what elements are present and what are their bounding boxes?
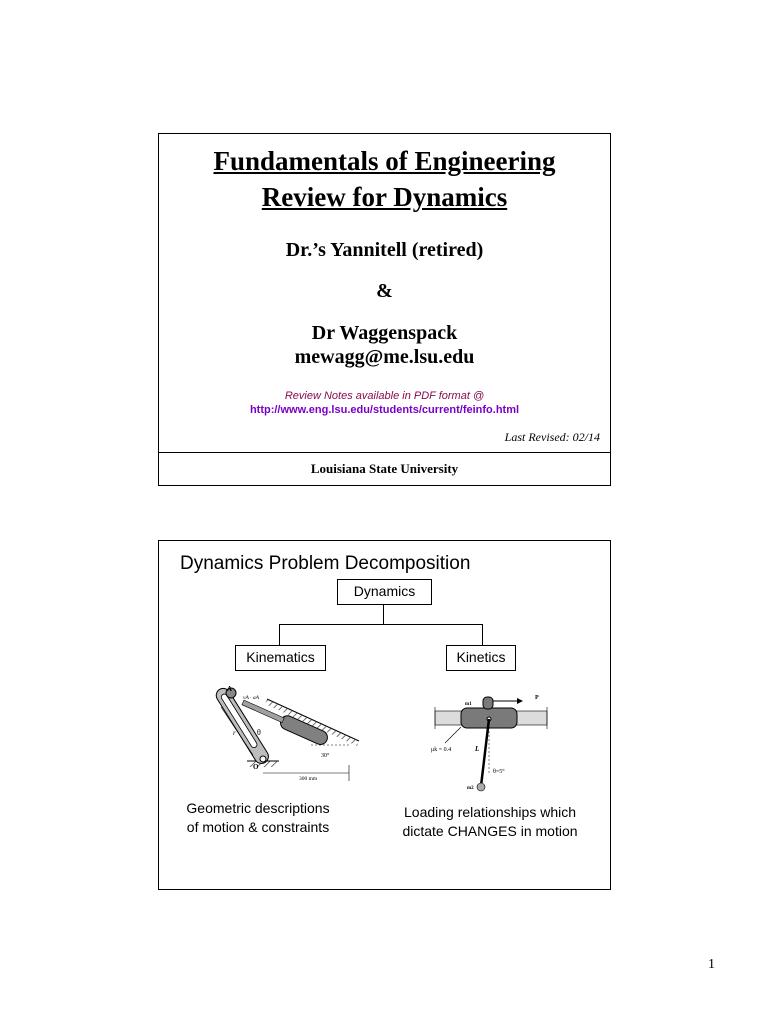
- label-a: A: [227, 685, 233, 693]
- university-name: Louisiana State University: [310, 461, 459, 476]
- slide-title: Dynamics Problem Decomposition: [180, 553, 471, 574]
- kinetics-caption: [385, 803, 595, 841]
- kinetics-figure: [431, 685, 553, 795]
- label-theta-kinetics: θ=5°: [493, 769, 505, 775]
- label-distance: 300 mm: [299, 776, 318, 782]
- slide-title-line2: Review for Dynamics: [261, 182, 508, 212]
- label-o: O: [253, 763, 259, 771]
- page-number: 1: [708, 957, 715, 972]
- slide-title-line1: Fundamentals of Engineering: [213, 146, 556, 176]
- kinetics-box: Kinetics: [446, 645, 516, 671]
- divider-line: [159, 452, 610, 453]
- kinematics-caption-line2: of motion & constraints: [186, 819, 330, 835]
- kinetics-caption-line2: dictate CHANGES in motion: [402, 823, 578, 839]
- label-mu: μk = 0.4: [431, 747, 452, 753]
- tree-connector: [383, 604, 384, 624]
- review-notes-text: Review Notes available in PDF format @: [284, 390, 485, 402]
- kinematics-caption: [173, 799, 343, 837]
- tree-connector: [482, 624, 483, 645]
- tree-connector: [279, 624, 482, 625]
- last-revised: Last Revised: 02/14: [504, 430, 600, 444]
- label-m2: m2: [467, 786, 474, 791]
- decomposition-slide: [158, 540, 611, 890]
- ampersand: &: [376, 280, 393, 302]
- kinematics-box: Kinematics: [235, 645, 326, 671]
- label-velocity: vA · aA: [243, 695, 259, 701]
- kinematics-mechanism-figure: [199, 669, 369, 791]
- label-theta: θ: [257, 728, 261, 737]
- label-l: L: [475, 745, 480, 753]
- kinematics-caption-line1: Geometric descriptions: [186, 800, 330, 816]
- dynamics-box: Dynamics: [337, 579, 432, 605]
- review-notes-link[interactable]: http://www.eng.lsu.edu/students/current/feinfo.html: [249, 404, 520, 416]
- label-r: r: [233, 729, 236, 737]
- author-yannitell: Dr.’s Yannitell (retired): [285, 239, 484, 261]
- label-m1: m1: [465, 702, 472, 707]
- tree-connector: [279, 624, 280, 645]
- author-email: mewagg@me.lsu.edu: [294, 346, 475, 368]
- title-slide: [158, 133, 611, 486]
- author-waggenspack: Dr Waggenspack: [311, 322, 458, 344]
- label-angle: 30°: [321, 753, 330, 759]
- kinetics-caption-line1: Loading relationships which: [404, 804, 576, 820]
- label-p: P: [535, 695, 539, 701]
